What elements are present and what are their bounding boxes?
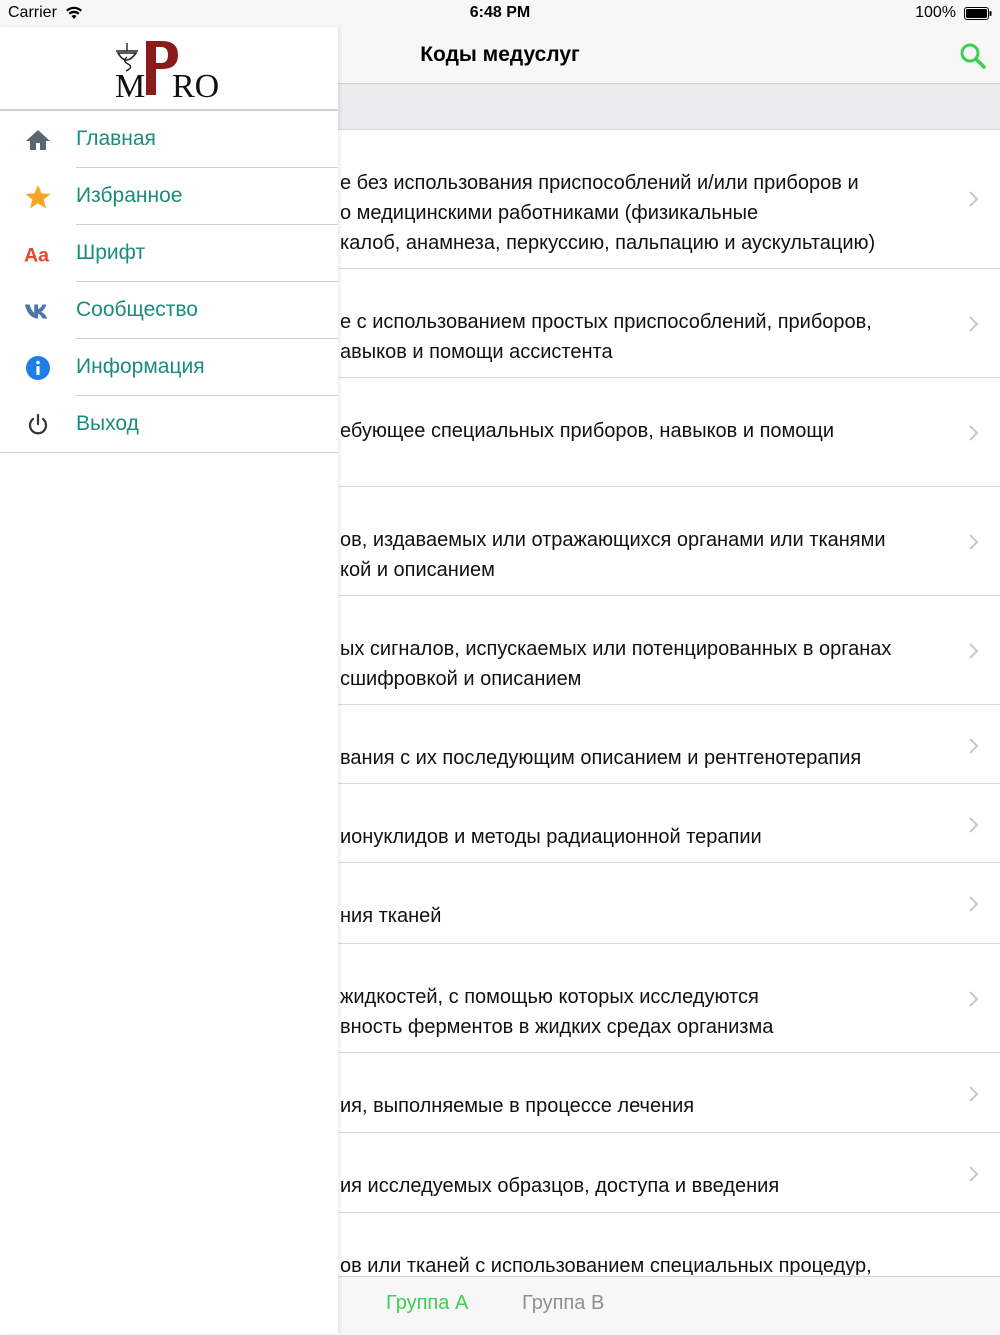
chevron-right-icon xyxy=(968,190,980,208)
chevron-right-icon xyxy=(968,990,980,1008)
chevron-right-icon xyxy=(968,315,980,333)
status-bar xyxy=(0,0,1000,27)
clock: 6:48 PM xyxy=(469,4,531,21)
menu-item-logout[interactable] xyxy=(0,396,338,453)
menu-item-home[interactable] xyxy=(0,111,338,168)
menu-list xyxy=(0,111,338,453)
chevron-right-icon xyxy=(968,1085,980,1103)
chevron-right-icon xyxy=(968,424,980,442)
star-icon xyxy=(24,184,52,210)
divider xyxy=(0,452,338,453)
carrier-label: Carrier xyxy=(8,4,57,21)
menu-item-label: Выход xyxy=(76,412,139,435)
list-item-text: ых сигналов, испускаемых или потенцированных в органах сшифровкой и описанием xyxy=(340,638,892,690)
page-title: Коды медуслуг xyxy=(420,43,580,66)
vk-icon xyxy=(24,298,52,324)
list-item-text: ебующее специальных приборов, навыков и помощи xyxy=(340,420,835,442)
chevron-right-icon xyxy=(968,737,980,755)
list-item-text: ов или тканей с использованием специальных процедур, xyxy=(340,1255,872,1275)
list-item-text: ов, издаваемых или отражающихся органами или тканями кой и описанием xyxy=(340,529,886,581)
chevron-right-icon xyxy=(968,533,980,551)
power-icon xyxy=(24,412,52,438)
chevron-right-icon xyxy=(968,816,980,834)
list-item-text: ия исследуемых образцов, доступа и введения xyxy=(340,1175,780,1197)
menu-item-label: Главная xyxy=(76,127,156,150)
side-menu xyxy=(0,27,338,1334)
tab-group-a[interactable]: Группа А xyxy=(386,1292,469,1314)
mpro-logo xyxy=(112,37,226,103)
home-icon xyxy=(24,127,52,153)
list-item-text: е без использования приспособлений и/или приборов и о медицинскими работниками (физикальные калоб, анамнеза, перкуссию, пальпацию и аускультацию) xyxy=(340,172,876,254)
chevron-right-icon xyxy=(968,642,980,660)
info-icon xyxy=(24,355,52,381)
list-item-text: жидкостей, с помощью которых исследуются вность ферментов в жидких средах организма xyxy=(340,986,774,1038)
svg-text:RO: RO xyxy=(172,68,220,103)
menu-item-label: Информация xyxy=(76,355,205,378)
list-item-text: ния тканей xyxy=(340,905,442,927)
font-icon xyxy=(24,241,52,267)
menu-item-favorites[interactable] xyxy=(0,168,338,225)
logo-header xyxy=(0,27,338,111)
list-item-text: вания с их последующим описанием и рентгенотерапия xyxy=(340,747,862,769)
battery-percent: 100% xyxy=(915,4,956,21)
svg-text:M: M xyxy=(115,68,146,103)
menu-item-label: Шрифт xyxy=(76,241,146,264)
battery-icon xyxy=(964,7,992,20)
chevron-right-icon xyxy=(968,895,980,913)
menu-item-font[interactable] xyxy=(0,225,338,282)
chevron-right-icon xyxy=(968,1165,980,1183)
menu-item-community[interactable] xyxy=(0,282,338,339)
menu-item-info[interactable] xyxy=(0,339,338,396)
svg-text:Aa: Aa xyxy=(24,244,50,267)
list-item-text: е с использованием простых приспособлений, приборов, авыков и помощи ассистента xyxy=(340,311,872,363)
list-item-text: ионуклидов и методы радиационной терапии xyxy=(340,826,762,848)
menu-item-label: Избранное xyxy=(76,184,183,207)
tab-group-b[interactable]: Группа В xyxy=(522,1292,605,1314)
search-icon[interactable] xyxy=(958,41,988,71)
menu-item-label: Сообщество xyxy=(76,298,198,321)
list-item-text: ия, выполняемые в процессе лечения xyxy=(340,1095,695,1117)
